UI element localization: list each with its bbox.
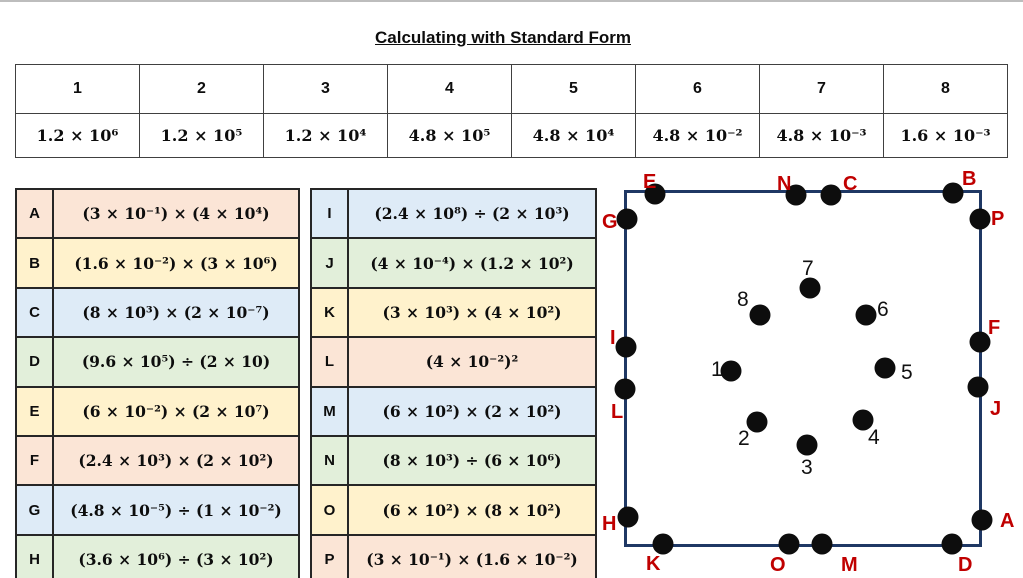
number-dot-label-7: 7 — [802, 257, 814, 280]
row-letter: B — [16, 238, 53, 287]
table-row — [311, 337, 596, 386]
row-expression: (4 × 10⁻²)² — [348, 337, 596, 386]
border-dot-M — [812, 534, 833, 555]
border-dot-H — [618, 507, 639, 528]
table-row — [16, 436, 299, 485]
row-expression: (4.8 × 10⁻⁵) ÷ (1 × 10⁻²) — [53, 485, 299, 534]
row-expression: (3 × 10⁻¹) × (4 × 10⁴) — [53, 189, 299, 238]
border-dot-A — [972, 510, 993, 531]
answer-col-header: 4 — [388, 65, 512, 114]
row-letter: N — [311, 436, 348, 485]
dot-puzzle-square — [624, 190, 982, 547]
number-dot-label-8: 8 — [737, 288, 749, 311]
border-dot-D — [942, 534, 963, 555]
row-expression: (1.6 × 10⁻²) × (3 × 10⁶) — [53, 238, 299, 287]
table-row — [16, 288, 299, 337]
row-letter: D — [16, 337, 53, 386]
number-dot-label-2: 2 — [738, 427, 750, 450]
answer-value: 1.2 × 10⁴ — [264, 114, 388, 158]
answer-col-header: 5 — [512, 65, 636, 114]
row-expression: (3.6 × 10⁶) ÷ (3 × 10²) — [53, 535, 299, 578]
border-dot-label-K: K — [646, 553, 661, 575]
page-title: Calculating with Standard Form — [375, 28, 631, 47]
table-row — [16, 387, 299, 436]
answer-value: 4.8 × 10⁻³ — [760, 114, 884, 158]
answer-value: 4.8 × 10⁵ — [388, 114, 512, 158]
border-dot-label-E: E — [643, 171, 657, 193]
table-row — [311, 189, 596, 238]
answer-value: 4.8 × 10⁻² — [636, 114, 760, 158]
row-letter: C — [16, 288, 53, 337]
row-expression: (3 × 10³) × (4 × 10²) — [348, 288, 596, 337]
border-dot-label-L: L — [611, 401, 624, 423]
row-expression: (2.4 × 10³) × (2 × 10²) — [53, 436, 299, 485]
row-expression: (2.4 × 10⁸) ÷ (2 × 10³) — [348, 189, 596, 238]
number-dot-label-3: 3 — [801, 456, 813, 479]
row-letter: F — [16, 436, 53, 485]
row-expression: (8 × 10³) × (2 × 10⁻⁷) — [53, 288, 299, 337]
row-letter: P — [311, 535, 348, 578]
table-row — [311, 288, 596, 337]
expression-table-right — [310, 188, 597, 578]
border-dot-K — [653, 534, 674, 555]
answer-col-header: 2 — [140, 65, 264, 114]
table-row — [311, 535, 596, 578]
answer-col-header: 6 — [636, 65, 760, 114]
answer-value: 1.2 × 10⁵ — [140, 114, 264, 158]
expression-table-left — [15, 188, 300, 578]
border-dot-label-I: I — [610, 327, 616, 349]
table-row — [311, 387, 596, 436]
table-row — [16, 189, 299, 238]
border-dot-I — [616, 337, 637, 358]
border-dot-label-F: F — [988, 317, 1001, 339]
answer-col-header: 8 — [884, 65, 1008, 114]
answer-value: 1.2 × 10⁶ — [16, 114, 140, 158]
border-dot-label-G: G — [602, 211, 618, 233]
answer-value: 1.6 × 10⁻³ — [884, 114, 1008, 158]
row-letter: O — [311, 485, 348, 534]
row-expression: (6 × 10²) × (2 × 10²) — [348, 387, 596, 436]
border-dot-label-A: A — [1000, 510, 1015, 532]
border-dot-label-C: C — [843, 173, 858, 195]
table-row — [16, 485, 299, 534]
border-dot-J — [968, 377, 989, 398]
row-expression: (3 × 10⁻¹) × (1.6 × 10⁻²) — [348, 535, 596, 578]
row-expression: (9.6 × 10⁵) ÷ (2 × 10) — [53, 337, 299, 386]
answer-col-header: 3 — [264, 65, 388, 114]
border-dot-L — [615, 379, 636, 400]
border-dot-C — [821, 185, 842, 206]
number-dot-label-6: 6 — [877, 298, 889, 321]
row-expression: (4 × 10⁻⁴) × (1.2 × 10²) — [348, 238, 596, 287]
number-dot-7 — [800, 278, 821, 299]
border-dot-G — [617, 209, 638, 230]
table-row — [16, 238, 299, 287]
answer-value: 4.8 × 10⁴ — [512, 114, 636, 158]
answer-table — [15, 64, 1008, 158]
border-dot-label-D: D — [958, 554, 973, 576]
answer-table-header-row — [16, 65, 1008, 114]
row-letter: K — [311, 288, 348, 337]
row-letter: I — [311, 189, 348, 238]
border-dot-label-P: P — [991, 208, 1005, 230]
border-dot-O — [779, 534, 800, 555]
answer-col-header: 7 — [760, 65, 884, 114]
border-dot-P — [970, 209, 991, 230]
number-dot-1 — [721, 361, 742, 382]
table-row — [16, 337, 299, 386]
row-expression: (6 × 10²) × (8 × 10²) — [348, 485, 596, 534]
row-letter: E — [16, 387, 53, 436]
row-letter: H — [16, 535, 53, 578]
table-row — [311, 485, 596, 534]
border-dot-label-H: H — [602, 513, 617, 535]
row-letter: G — [16, 485, 53, 534]
border-dot-label-O: O — [770, 554, 786, 576]
row-letter: M — [311, 387, 348, 436]
answer-table-value-row — [16, 114, 1008, 158]
number-dot-8 — [750, 305, 771, 326]
row-letter: J — [311, 238, 348, 287]
row-letter: A — [16, 189, 53, 238]
table-row — [311, 436, 596, 485]
number-dot-label-4: 4 — [868, 426, 880, 449]
border-dot-label-J: J — [990, 398, 1002, 420]
number-dot-5 — [875, 358, 896, 379]
number-dot-label-5: 5 — [901, 361, 913, 384]
row-expression: (6 × 10⁻²) × (2 × 10⁷) — [53, 387, 299, 436]
border-dot-label-N: N — [777, 173, 792, 195]
border-dot-label-B: B — [962, 168, 977, 190]
border-dot-label-M: M — [841, 554, 858, 576]
table-row — [16, 535, 299, 578]
row-expression: (8 × 10³) ÷ (6 × 10⁶) — [348, 436, 596, 485]
number-dot-6 — [856, 305, 877, 326]
number-dot-label-1: 1 — [711, 358, 723, 381]
number-dot-3 — [797, 435, 818, 456]
border-dot-B — [943, 183, 964, 204]
answer-col-header: 1 — [16, 65, 140, 114]
table-row — [311, 238, 596, 287]
row-letter: L — [311, 337, 348, 386]
